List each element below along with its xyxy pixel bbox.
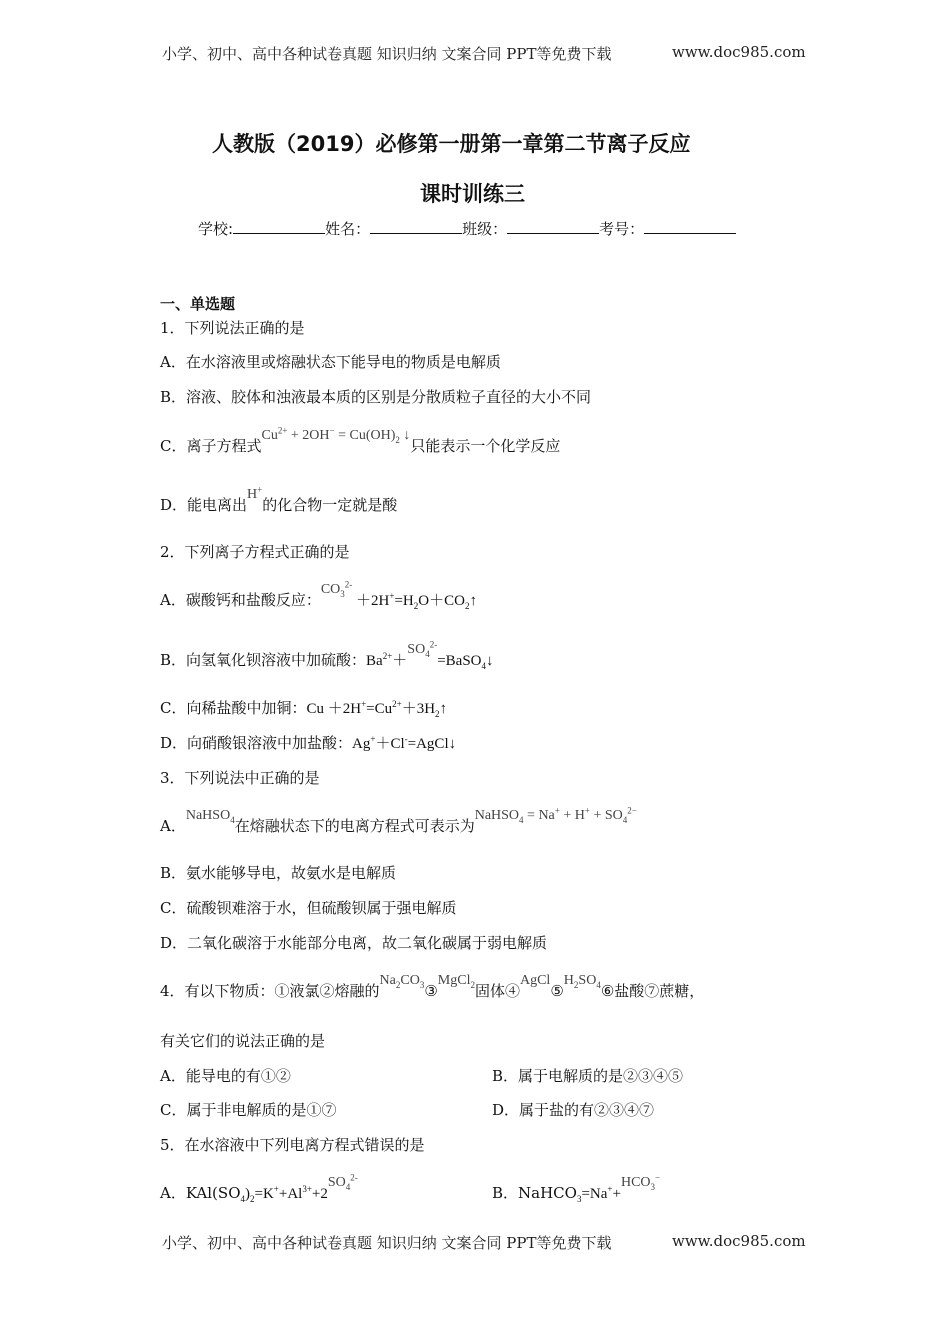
formula-hco3: $HCO_3^-$ — [620, 1172, 661, 1192]
q3-option-d: D．二氧化碳溶于水能部分电离，故二氧化碳属于弱电解质 — [160, 934, 548, 952]
student-info-row — [198, 218, 736, 239]
school-label: 学校: — [198, 220, 234, 238]
q2-option-d: D．向硝酸银溶液中加盐酸：Ag+＋Cl-=AgCl↓ — [160, 734, 457, 752]
class-label: 班级： — [462, 220, 508, 238]
class-field[interactable] — [507, 219, 599, 234]
q2-option-a: A．碳酸钙和盐酸反应：$CO_3^{2-}$ $+2H^+=H_2O+CO_2↑$ — [160, 579, 477, 611]
school-field[interactable] — [233, 219, 325, 234]
formula-ion-equation: $Cu^{2+} + 2OH^- = Cu(OH)_2$ ↓ — [261, 425, 411, 445]
page-footer-ad: 小学、初中、高中各种试卷真题 知识归纳 文案合同 PPT等免费下载 — [162, 1234, 612, 1252]
formula-so4: $SO_4^{2-}$ — [407, 639, 438, 659]
page-header-url[interactable]: www.doc985.com — [672, 43, 806, 61]
q1-option-b: B．溶液、胶体和浊液最本质的区别是分散质粒子直径的大小不同 — [160, 388, 592, 406]
q2-stem: 2．下列离子方程式正确的是 — [160, 543, 350, 561]
q1-stem: 1．下列说法正确的是 — [160, 319, 305, 337]
number-field[interactable] — [644, 219, 736, 234]
formula-so4-q5: $SO_4^{2-}$ — [327, 1172, 358, 1192]
q2-option-c: C．向稀盐酸中加铜：$Cu +2H^+=Cu^{2+}+3H_2↑$ — [160, 699, 448, 719]
name-field[interactable] — [370, 219, 462, 234]
q1-option-a: A．在水溶液里或熔融状态下能导电的物质是电解质 — [160, 353, 501, 371]
formula-nahso4-ionization: NaHSO$_4$ = $Na^+ + H^+ + SO_4^{2-}$ — [474, 805, 637, 825]
q5-option-b: B．$NaHCO_3=Na^++HCO_3^-$ — [492, 1172, 661, 1204]
q3-stem: 3．下列说法中正确的是 — [160, 769, 320, 787]
name-label: 姓名： — [325, 220, 371, 238]
formula-na2co3: $Na_2CO_3$ — [379, 973, 425, 990]
q4-stem: 4．有以下物质：①液氯②熔融的$Na_2CO_3③MgCl_2$固体$④AgCl⑤H_2SO_4⑥$盐酸⑦蔗糖， — [160, 973, 705, 1000]
q3-option-a: A．NaHSO$_4$在熔融状态下的电离方程式可表示为NaHSO$_4$ = $Na^+ + H^+ + SO_4^{2-}$ — [160, 805, 637, 835]
q1-option-c: C．离子方程式$Cu^{2+} + 2OH^- = Cu(OH)_2$ ↓只能表示一个化学反应 — [160, 425, 561, 455]
formula-h2so4: $H_2SO_4$ — [563, 973, 601, 990]
page-footer-url[interactable]: www.doc985.com — [672, 1232, 806, 1250]
formula-agcl: AgCl — [519, 973, 551, 988]
q3-option-b: B．氨水能够导电，故氨水是电解质 — [160, 864, 397, 882]
formula-nahso4: NaHSO$_4$ — [185, 808, 235, 825]
q3-option-c: C．硫酸钡难溶于水，但硫酸钡属于强电解质 — [160, 899, 457, 917]
q4-option-b: B．属于电解质的是②③④⑤ — [492, 1067, 684, 1085]
formula-mgcl2: MgCl$_2$ — [437, 973, 475, 990]
formula-h-ion: H+ — [247, 484, 263, 502]
q5-option-a: A．$KAl(SO_4)_2=K^++Al^{3+}+2SO_4^{2-}$ — [160, 1172, 358, 1204]
number-label: 考号： — [599, 220, 645, 238]
page-title: 人教版（2019）必修第一册第一章第二节离子反应 — [212, 132, 691, 156]
q4-option-a: A．能导电的有①② — [160, 1067, 291, 1085]
formula-co3: $CO_3^{2-}$ — [320, 579, 353, 599]
q5-stem: 5．在水溶液中下列电离方程式错误的是 — [160, 1136, 425, 1154]
q4-option-c: C．属于非电解质的是①⑦ — [160, 1101, 337, 1119]
q1-option-d: D．能电离出H+的化合物一定就是酸 — [160, 484, 398, 514]
section-heading: 一、单选题 — [160, 295, 236, 313]
q4-stem-line2: 有关它们的说法正确的是 — [160, 1032, 326, 1050]
page-subtitle: 课时训练三 — [420, 182, 525, 206]
page-header-ad: 小学、初中、高中各种试卷真题 知识归纳 文案合同 PPT等免费下载 — [162, 45, 612, 63]
q4-option-d: D．属于盐的有②③④⑦ — [492, 1101, 655, 1119]
q2-option-b: B．向氢氧化钡溶液中加硫酸：$Ba^{2+}+SO_4^{2-}=BaSO_4↓$ — [160, 639, 494, 671]
